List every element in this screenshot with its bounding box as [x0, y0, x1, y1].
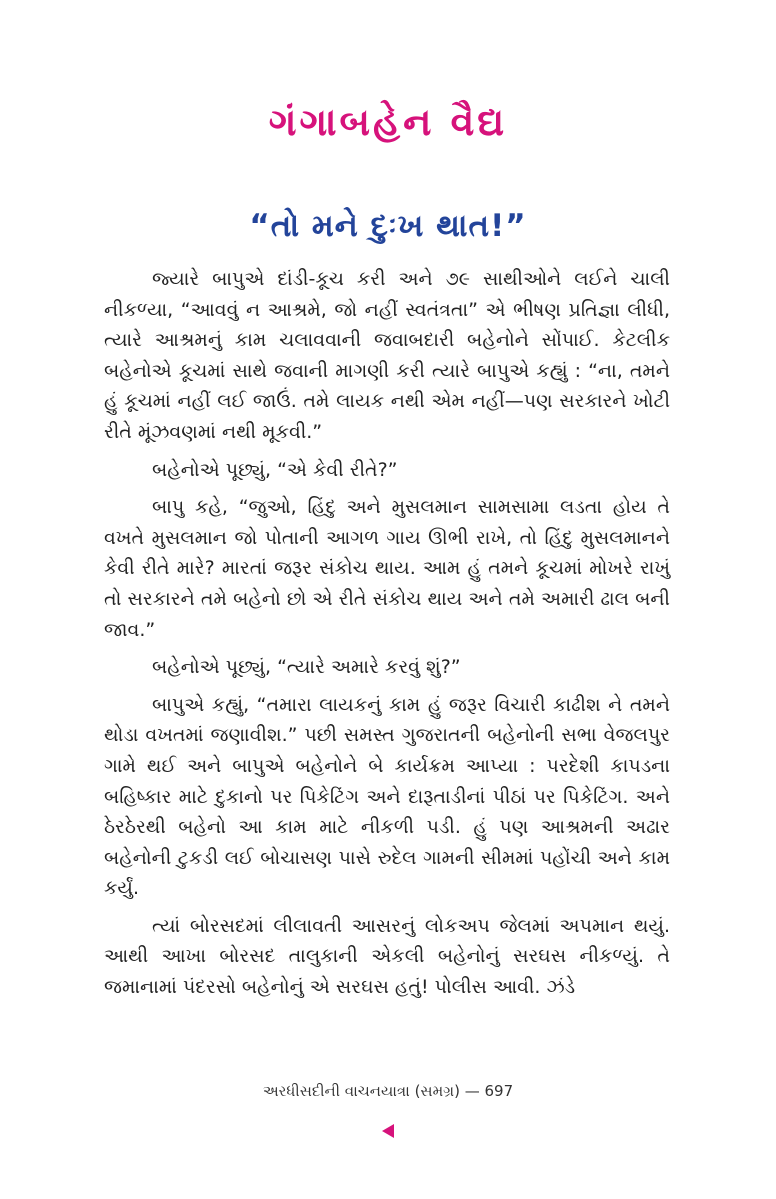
page-title: ગંગાબહેન વૈદ્ય — [268, 100, 508, 144]
section-heading: “તો મને દુઃખ થાત!” — [249, 208, 527, 244]
paragraph: બાપુ કહે, “જુઓ, હિંદુ અને મુસલમાન સામસામા લડતા હોય તે વખતે મુસલમાન જો પોતાની આગળ ગાય ઊભી રાખે, તો હિંદુ મુસલમાનને કેવી રીતે મારે? મારતાં જરૂર સંકોચ થાય. આમ હું તમને કૂચમાં મોખરે રાખું તો સરકારને તમે બહેનો છો એ રીતે સંકોચ થાય અને તમે અમારી ઢાલ બની જાવ.” — [104, 496, 670, 641]
left-triangle-icon — [382, 1124, 394, 1138]
paragraph: બાપુએ કહ્યું, “તમારા લાયકનું કામ હું જરૂર વિચારી કાઢીશ ને તમને થોડા વખતમાં જણાવીશ.” પછી સમસ્ત ગુજરાતની બહેનોની સભા વેજલપુર ગામે થઈ અને બાપુએ બહેનોને બે કાર્યક્રમ આપ્યા : પરદેશી કાપડના બહિષ્કાર માટે દુકાનો પર પિકેટિંગ અને દારૂતાડીનાં પીઠાં પર પિકેટિંગ. અને ઠેરઠેરથી બહેનો આ કામ માટે નીકળી પડી. હું પણ આશ્રમની અઢાર બહેનોની ટુકડી લઈ બોચાસણ પાસે રુદેલ ગામની સીમમાં પહોંચી અને કામ કર્યું. — [104, 693, 670, 900]
paragraph: બહેનોએ પૂછ્યું, “ત્યારે અમારે કરવું શું?” — [152, 656, 461, 679]
paragraph: ત્યાં બોરસદમાં લીલાવતી આસરનું લોકઅપ જેલમાં અપમાન થયું. આથી આખા બોરસદ તાલુકાની એકલી બહેનોનું સરઘસ નીકળ્યું. તે જમાનામાં પંદરસો બહેનોનું એ સરઘસ હતું! પોલીસ આવી. ઝંડે — [104, 914, 670, 999]
paragraph: જ્યારે બાપુએ દાંડી-કૂચ કરી અને ૭૯ સાથીઓને લઈને ચાલી નીકળ્યા, “આવવું ન આશ્રમે, જો નહીં સ્વતંત્રતા” એ ભીષણ પ્રતિજ્ઞા લીધી, ત્યારે આશ્રમનું કામ ચલાવવાની જવાબદારી બહેનોને સોંપાઈ. કેટલીક બહેનોએ કૂચમાં સાથે જવાની માગણી કરી ત્યારે બાપુએ કહ્યું : “ના, તમને હું કૂચમાં નહીં લઈ જાઉં. તમે લાયક નથી એમ નહીં—પણ સરકારને ખોટી રીતે મૂંઝવણમાં નથી મૂકવી.” — [104, 268, 670, 443]
body-text — [104, 264, 670, 1010]
paragraph: બહેનોએ પૂછ્યું, “એ કેવી રીતે?” — [152, 458, 398, 481]
page-footer: અરધીસદીની વાચનયાત્રા (સમગ્ર) — 697 — [262, 1082, 514, 1100]
